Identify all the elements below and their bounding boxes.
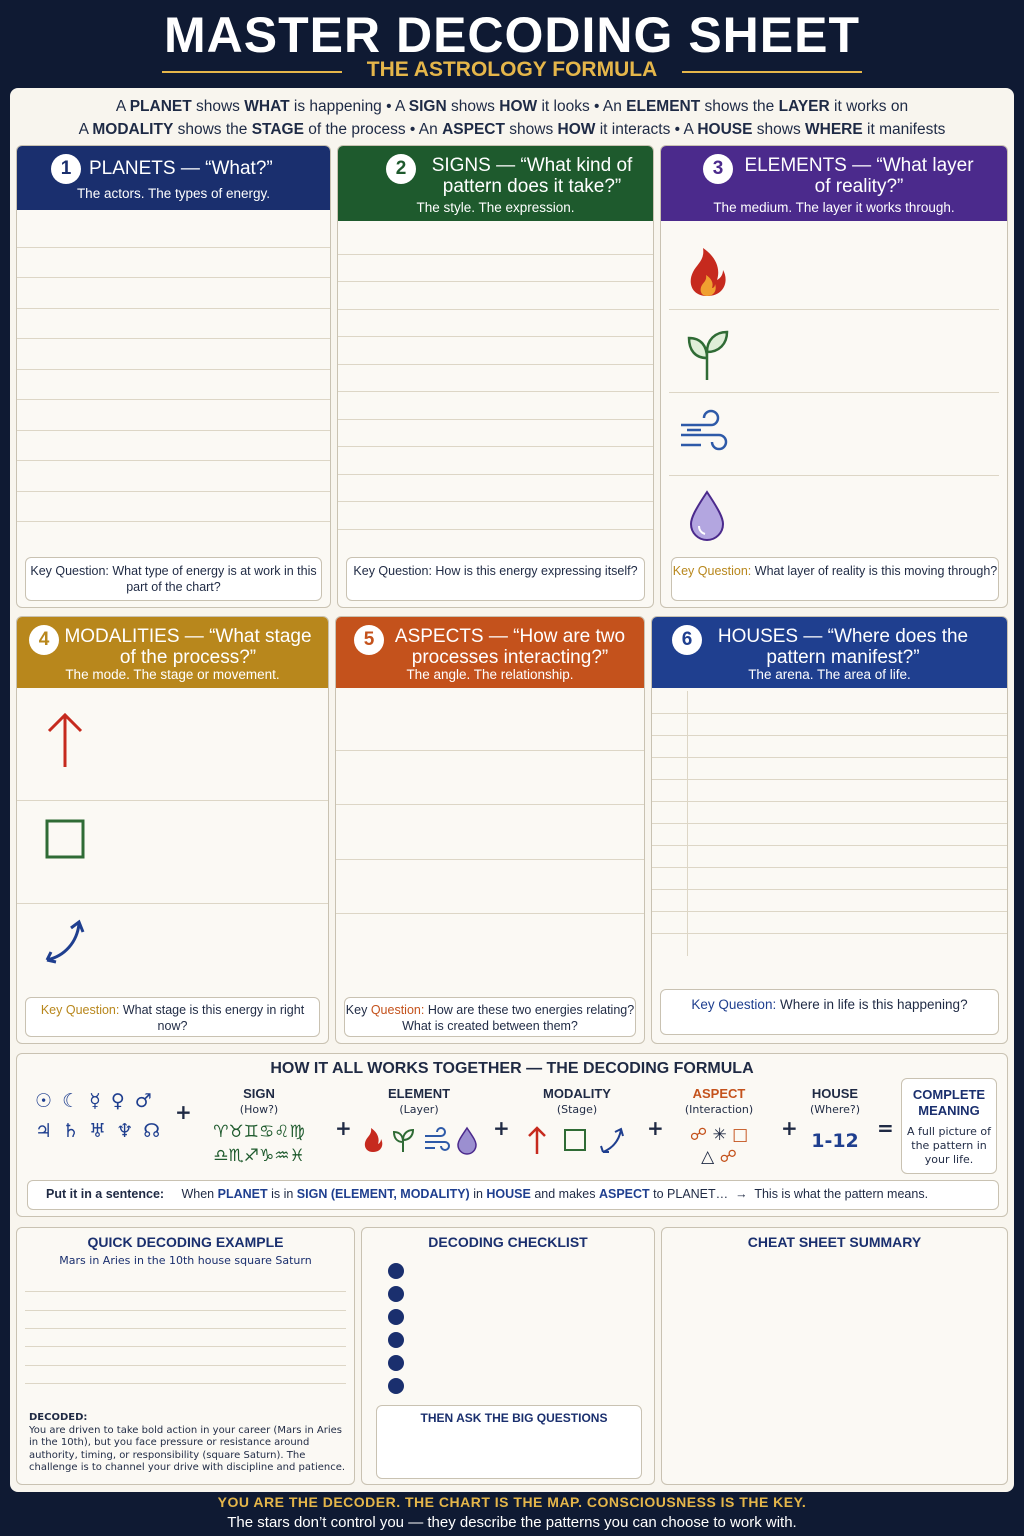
- formula-plus-2: +: [335, 1116, 352, 1140]
- text-segment: ASPECT: [442, 121, 505, 138]
- leaf-icon: [394, 1130, 413, 1152]
- example-card: [16, 1227, 355, 1485]
- aspect-row: [336, 804, 644, 858]
- house-row: [652, 867, 1007, 889]
- formula-plus-5: +: [781, 1116, 798, 1140]
- up-arrow-icon: [529, 1128, 545, 1154]
- houses-header: [652, 617, 1007, 688]
- formula-modality-icons: [523, 1124, 633, 1156]
- water-drop-icon: [458, 1128, 476, 1154]
- checklist-number: [388, 1263, 404, 1279]
- house-divider: [687, 758, 688, 780]
- square-icon: [41, 813, 91, 875]
- modalities-title: MODALITIES — “What stage of the process?”: [64, 626, 312, 668]
- elements-header: [661, 146, 1007, 221]
- water-drop-icon: [677, 484, 737, 550]
- sign-row: [338, 281, 653, 308]
- footer-line-1: YOU ARE THE DECODER. THE CHART IS THE MAP. CONSCIOUSNESS IS THE KEY.: [217, 1494, 807, 1510]
- elements-card: [660, 145, 1008, 608]
- curved-arrows-icon: [41, 916, 91, 978]
- planet-row: [17, 430, 330, 460]
- text-segment: ELEMENT: [626, 98, 701, 115]
- house-divider: [687, 691, 688, 713]
- formula-sentence: [27, 1180, 999, 1210]
- house-divider: [687, 824, 688, 846]
- planets-header: [17, 146, 330, 210]
- aspects-key-question: [344, 997, 636, 1037]
- modalities-kq-text: What stage is this energy in right now?: [122, 1003, 305, 1033]
- aspect-row: [336, 859, 644, 913]
- aspects-card: [335, 616, 645, 1044]
- text-segment: WHERE: [805, 121, 863, 138]
- summary-row: [682, 1399, 1004, 1425]
- formula-card: [16, 1053, 1008, 1217]
- house-row: [652, 933, 1007, 955]
- planets-number: 1: [51, 154, 81, 184]
- text-segment: STAGE: [251, 121, 304, 138]
- planets-title: PLANETS — “What?”: [89, 158, 273, 179]
- house-row: [652, 889, 1007, 911]
- summary-card: [661, 1227, 1008, 1485]
- sign-row: [338, 446, 653, 473]
- formula-house-label: HOUSE: [811, 1086, 859, 1101]
- modality-row: [17, 800, 328, 903]
- modality-row: [17, 697, 328, 800]
- formula-modality-sub: (Stage): [556, 1103, 598, 1116]
- decoded-label: DECODED:: [29, 1412, 88, 1423]
- formula-plus-4: +: [647, 1116, 664, 1140]
- formula-modality-label: MODALITY: [543, 1086, 611, 1101]
- text-segment: and makes: [530, 1187, 599, 1201]
- planets-key-question-text: Key Question: What type of energy is at work in this part of the chart?: [30, 564, 317, 594]
- modalities-number: 4: [29, 625, 59, 655]
- summary-row: [682, 1262, 1004, 1288]
- intro-line-2: [10, 118, 1014, 141]
- signs-number: 2: [386, 154, 416, 184]
- formula-title: HOW IT ALL WORKS TOGETHER — THE DECODING FORMULA: [270, 1060, 754, 1077]
- element-row: [669, 475, 999, 558]
- formula-complete-title: COMPLETE MEANING: [912, 1087, 986, 1118]
- planet-row: [17, 460, 330, 490]
- sign-row: [338, 501, 653, 528]
- summary-row: [682, 1288, 1004, 1314]
- formula-sign-label: SIGN: [243, 1086, 275, 1101]
- house-divider: [687, 912, 688, 934]
- checklist-number: [388, 1309, 404, 1325]
- opposition-icon-2: ☍: [719, 1147, 737, 1167]
- formula-planet-symbols-row2: ♃ ♄ ♅ ♆ ☊: [35, 1120, 163, 1142]
- signs-header: [338, 146, 653, 221]
- sign-row: [338, 529, 653, 556]
- modalities-header: [17, 617, 328, 688]
- elements-title: ELEMENTS — “What layer of reality?”: [744, 155, 974, 197]
- sign-row: [338, 336, 653, 363]
- house-row: [652, 911, 1007, 933]
- sentence-end: This is what the pattern means.: [754, 1187, 929, 1201]
- modalities-card: [16, 616, 329, 1044]
- house-row: [652, 735, 1007, 757]
- planet-row: [17, 491, 330, 521]
- wind-icon: [677, 401, 737, 467]
- text-segment: SIGN (ELEMENT, MODALITY): [296, 1187, 470, 1201]
- element-row: [669, 309, 999, 392]
- example-row: [25, 1291, 346, 1309]
- sign-row: [338, 474, 653, 501]
- title-rule-right: [682, 71, 862, 73]
- formula-plus-1: +: [175, 1100, 192, 1124]
- planets-key-question: [25, 557, 322, 601]
- formula-house-range: 1-12: [811, 1130, 859, 1152]
- big-questions-box: [376, 1405, 642, 1479]
- elements-key-question: [671, 557, 999, 601]
- planet-row: [17, 399, 330, 429]
- formula-element-icons: [359, 1122, 483, 1156]
- text-segment: MODALITY: [92, 121, 174, 138]
- wind-icon: [425, 1128, 449, 1150]
- sextile-icon: ✳: [712, 1125, 727, 1145]
- planets-subtitle: The actors. The types of energy.: [76, 186, 271, 201]
- house-divider: [687, 934, 688, 956]
- signs-key-question: [346, 557, 645, 601]
- formula-planet-symbols-row1: ☉ ☾ ☿ ♀ ♂: [35, 1090, 154, 1112]
- houses-kq-label: Key Question:: [691, 997, 777, 1012]
- signs-card: [337, 145, 654, 608]
- example-row: [25, 1310, 346, 1328]
- signs-title: SIGNS — “What kind of pattern does it take?”: [431, 155, 633, 197]
- formula-sign-symbols-row2: ♎♏♐♑♒♓: [213, 1146, 305, 1166]
- text-segment: is in: [267, 1187, 297, 1201]
- aspects-number: 5: [354, 625, 384, 655]
- aspects-kq-label-2: Question:: [370, 1003, 425, 1017]
- houses-card: [651, 616, 1008, 1044]
- house-divider: [687, 736, 688, 758]
- aspects-header: [336, 617, 644, 688]
- checklist-item: [388, 1262, 650, 1282]
- formula-element-label: ELEMENT: [387, 1086, 451, 1101]
- text-segment: LAYER: [778, 98, 830, 115]
- example-title: QUICK DECODING EXAMPLE: [87, 1234, 284, 1250]
- houses-kq-text: Where in life is this happening?: [779, 997, 968, 1012]
- checklist-item: [388, 1377, 650, 1397]
- square-icon: [565, 1130, 585, 1150]
- text-segment: is happening • A: [289, 98, 409, 115]
- sign-row: [338, 391, 653, 418]
- example-row: [25, 1273, 346, 1291]
- text-segment: A: [78, 121, 93, 138]
- checklist-number: [388, 1332, 404, 1348]
- aspects-subtitle: The angle. The relationship.: [406, 667, 574, 682]
- text-segment: shows: [446, 98, 500, 115]
- decoded-text: You are driven to take bold action in your career (Mars in Aries in the 10th), but you face pressure or resistance around authority, timing, or responsibility (square Saturn). The challenge is to channel your drive with discipline and patience.: [29, 1424, 346, 1473]
- footer-line-2: The stars don’t control you — they describe the patterns you can choose to work with.: [227, 1514, 797, 1531]
- text-segment: HOUSE: [697, 121, 753, 138]
- intro-line-1: [10, 95, 1014, 118]
- checklist-item: [388, 1331, 650, 1351]
- text-segment: shows: [504, 121, 558, 138]
- checklist-title: DECODING CHECKLIST: [428, 1234, 588, 1250]
- sign-row: [338, 419, 653, 446]
- elements-kq-text: What layer of reality is this moving through?: [754, 564, 998, 578]
- trine-icon: △: [701, 1147, 715, 1167]
- formula-plus-3: +: [493, 1116, 510, 1140]
- formula-element-sub: (Layer): [399, 1103, 439, 1116]
- summary-row: [682, 1313, 1004, 1339]
- example-decoded: [29, 1412, 354, 1475]
- summary-title: CHEAT SHEET SUMMARY: [747, 1234, 922, 1250]
- big-questions-title: THEN ASK THE BIG QUESTIONS: [420, 1411, 608, 1425]
- elements-number: 3: [703, 154, 733, 184]
- arrow-right-icon: →: [735, 1187, 748, 1201]
- modality-row: [17, 903, 328, 1006]
- house-divider: [687, 780, 688, 802]
- checklist-number: [388, 1378, 404, 1394]
- text-segment: shows the: [700, 98, 779, 115]
- sign-row: [338, 254, 653, 281]
- planets-card: [16, 145, 331, 608]
- text-segment: shows the: [173, 121, 252, 138]
- aspect-row: [336, 695, 644, 749]
- opposition-icon: ☍: [689, 1125, 708, 1145]
- page-subtitle: THE ASTROLOGY FORMULA: [366, 58, 658, 81]
- aspects-title: ASPECTS — “How are two processes interacting?”: [394, 626, 626, 668]
- formula-complete-box: [901, 1078, 997, 1174]
- checklist-item: [388, 1308, 650, 1328]
- page-title: MASTER DECODING SHEET: [163, 7, 861, 63]
- house-row: [652, 845, 1007, 867]
- up-arrow-icon: [41, 709, 91, 771]
- formula-complete-sub: A full picture of the pattern in your life.: [907, 1125, 991, 1166]
- text-segment: WHAT: [244, 98, 290, 115]
- formula-aspect-symbols: [669, 1124, 769, 1168]
- example-row: [25, 1346, 346, 1364]
- text-segment: ASPECT: [598, 1187, 650, 1201]
- example-row: [25, 1365, 346, 1383]
- summary-row: [682, 1339, 1004, 1365]
- example-row: [25, 1383, 346, 1401]
- sign-row: [338, 309, 653, 336]
- house-divider: [687, 846, 688, 868]
- text-segment: to PLANET…: [649, 1187, 729, 1201]
- sign-row: [338, 226, 653, 253]
- house-divider: [687, 890, 688, 912]
- planet-row: [17, 216, 330, 246]
- sign-row: [338, 364, 653, 391]
- text-segment: When: [181, 1187, 218, 1201]
- modalities-kq-label: Key Question:: [40, 1003, 120, 1017]
- elements-kq-label: Key Question:: [672, 564, 752, 578]
- text-segment: shows: [752, 121, 806, 138]
- modalities-subtitle: The mode. The stage or movement.: [65, 667, 280, 682]
- text-segment: HOUSE: [486, 1187, 531, 1201]
- text-segment: A: [115, 98, 130, 115]
- house-row: [652, 823, 1007, 845]
- element-row: [669, 226, 999, 309]
- checklist-number: [388, 1286, 404, 1302]
- text-segment: it works on: [829, 98, 909, 115]
- house-divider: [687, 802, 688, 824]
- checklist-number: [388, 1355, 404, 1371]
- house-divider: [687, 868, 688, 890]
- checklist-item: [388, 1354, 650, 1374]
- signs-subtitle: The style. The expression.: [416, 200, 575, 215]
- formula-aspect-sub: (Interaction): [684, 1103, 754, 1116]
- house-row: [652, 713, 1007, 735]
- signs-key-question-text: Key Question: How is this energy expressing itself?: [353, 564, 638, 578]
- text-segment: it interacts • A: [595, 121, 698, 138]
- houses-subtitle: The arena. The area of life.: [748, 667, 911, 682]
- aspect-row: [336, 913, 644, 967]
- text-segment: PLANET: [217, 1187, 268, 1201]
- formula-equals: =: [877, 1116, 894, 1140]
- formula-sign-sub: (How?): [239, 1103, 279, 1116]
- text-segment: HOW: [499, 98, 538, 115]
- aspect-row: [336, 750, 644, 804]
- text-segment: of the process • An: [303, 121, 443, 138]
- example-row: [25, 1328, 346, 1346]
- planet-row: [17, 338, 330, 368]
- formula-house-sub: (Where?): [809, 1103, 861, 1116]
- house-row: [652, 801, 1007, 823]
- elements-subtitle: The medium. The layer it works through.: [713, 200, 955, 215]
- text-segment: it looks • An: [537, 98, 627, 115]
- planet-row: [17, 521, 330, 551]
- square-aspect-icon: □: [732, 1125, 749, 1145]
- house-row: [652, 757, 1007, 779]
- planet-row: [17, 277, 330, 307]
- aspects-kq-text: How are these two energies relating? What is created between them?: [402, 1003, 635, 1033]
- curved-arrows-icon: [601, 1129, 623, 1152]
- element-row: [669, 392, 999, 475]
- formula-aspect-label: ASPECT: [692, 1086, 746, 1101]
- planet-row: [17, 308, 330, 338]
- text-segment: PLANET: [129, 98, 192, 115]
- aspects-kq-label: Key: [345, 1003, 368, 1017]
- fire-icon: [677, 234, 737, 300]
- houses-key-question: [660, 989, 999, 1035]
- houses-number: 6: [672, 625, 702, 655]
- checklist-card: [361, 1227, 655, 1485]
- sentence-text: [181, 1187, 728, 1201]
- house-divider: [687, 714, 688, 736]
- text-segment: SIGN: [408, 98, 447, 115]
- planet-row: [17, 247, 330, 277]
- formula-sign-symbols-row1: ♈♉♊♋♌♍: [213, 1122, 305, 1142]
- text-segment: it manifests: [862, 121, 946, 138]
- footer: [0, 1494, 1024, 1531]
- intro: [10, 95, 1014, 141]
- text-segment: shows: [191, 98, 245, 115]
- checklist-item: [388, 1285, 650, 1305]
- house-row: [652, 691, 1007, 713]
- text-segment: in: [469, 1187, 487, 1201]
- text-segment: HOW: [557, 121, 596, 138]
- house-row: [652, 779, 1007, 801]
- modalities-key-question: [25, 997, 320, 1037]
- leaf-icon: [677, 318, 737, 384]
- page-header: [0, 0, 1024, 88]
- example-subtitle: Mars in Aries in the 10th house square Saturn: [59, 1254, 312, 1267]
- fire-icon: [365, 1128, 382, 1152]
- sentence-label: Put it in a sentence:: [46, 1187, 165, 1201]
- houses-title: HOUSES — “Where does the pattern manifest?”: [717, 626, 969, 668]
- planet-row: [17, 369, 330, 399]
- summary-row: [682, 1364, 1004, 1390]
